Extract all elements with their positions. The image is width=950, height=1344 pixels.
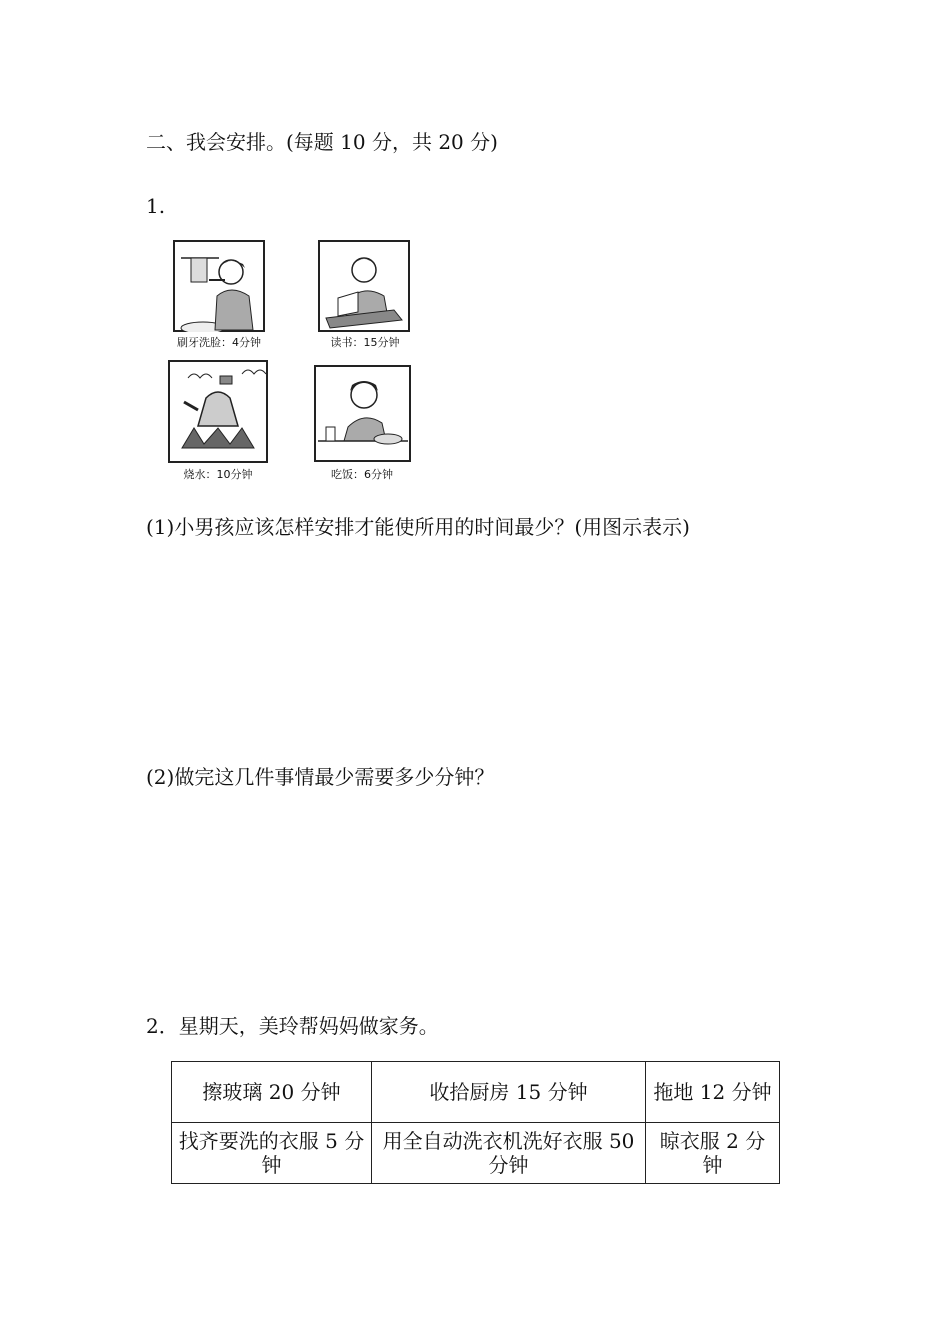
table-cell: 用全自动洗衣机洗好衣服 50 分钟 (372, 1123, 646, 1184)
activity-label-brushing: 刷牙洗脸：4分钟 (177, 336, 261, 349)
table-row (172, 1123, 780, 1184)
question-1-part-1: (1)小男孩应该怎样安排才能使所用的时间最少？(用图示表示) (146, 515, 690, 539)
table-cell: 拖地 12 分钟 (646, 1062, 780, 1123)
table-cell: 找齐要洗的衣服 5 分钟 (172, 1123, 372, 1184)
table-row (172, 1062, 780, 1123)
table-cell: 擦玻璃 20 分钟 (172, 1062, 372, 1123)
boy-brushing-teeth-icon (173, 240, 265, 332)
table-cell: 晾衣服 2 分钟 (646, 1123, 780, 1184)
kettle-boiling-water-icon (168, 360, 268, 463)
table-cell: 收拾厨房 15 分钟 (372, 1062, 646, 1123)
boy-reading-book-icon (318, 240, 410, 332)
boy-eating-meal-icon (314, 365, 411, 462)
question-1-part-2: (2)做完这几件事情最少需要多少分钟？ (146, 765, 495, 789)
section-heading: 二、我会安排。(每题 10 分，共 20 分) (146, 130, 498, 154)
question-2-prompt: 2．星期天，美玲帮妈妈做家务。 (146, 1014, 439, 1038)
activity-label-reading: 读书：15分钟 (330, 336, 400, 349)
activity-label-eating: 吃饭：6分钟 (331, 468, 393, 481)
activity-label-boiling: 烧水：10分钟 (183, 468, 253, 481)
question-1-number: 1. (146, 194, 166, 218)
chores-table (171, 1061, 780, 1184)
